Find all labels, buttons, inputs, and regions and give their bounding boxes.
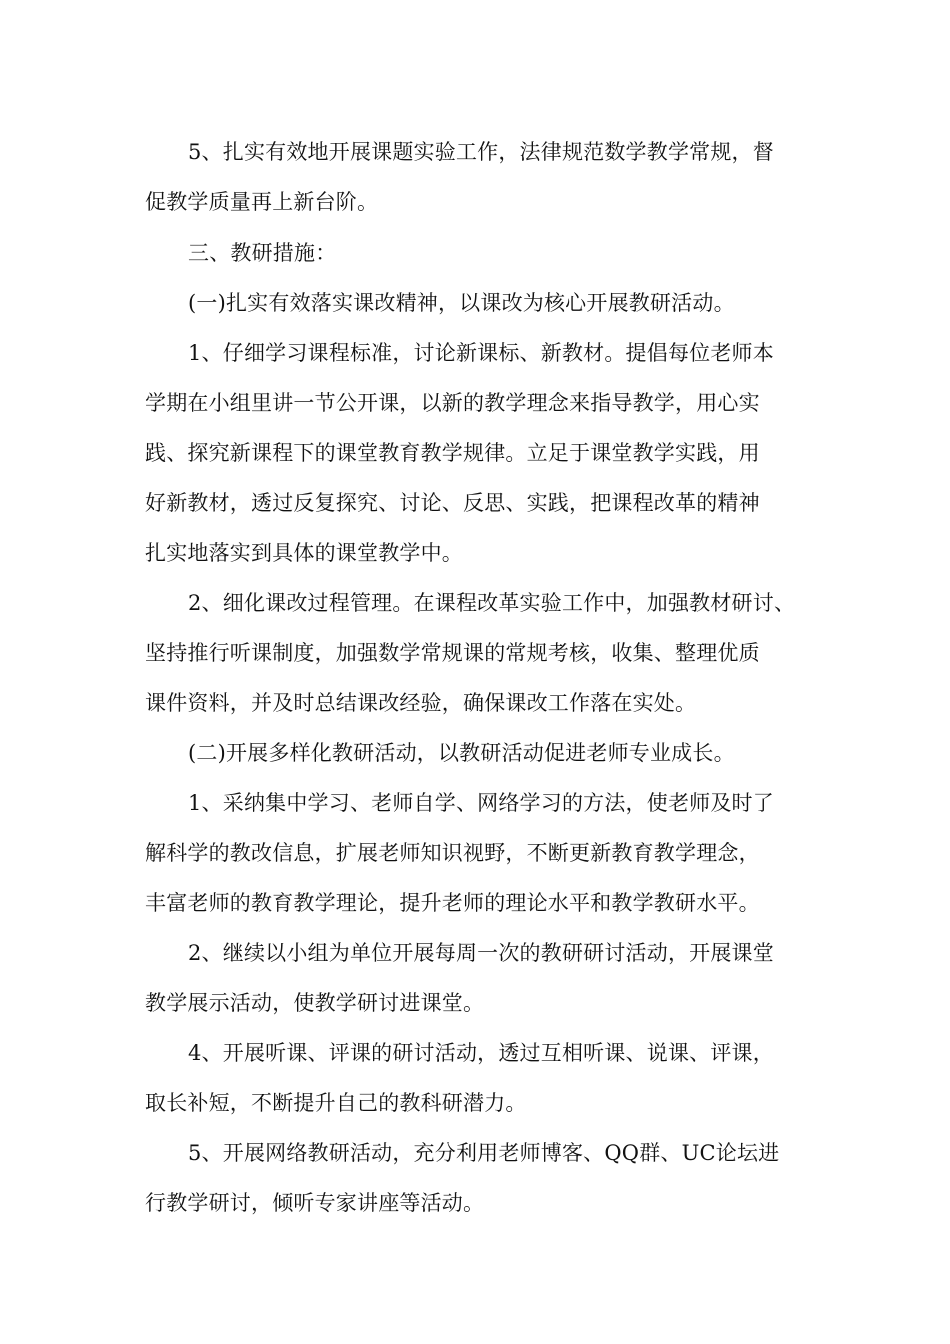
subsection-heading: (一)扎实有效落实课改精神，以课改为核心开展教研活动。 (188, 291, 735, 315)
text-line: 扎实地落实到具体的课堂教学中。 (145, 541, 463, 565)
text-line: 学期在小组里讲一节公开课，以新的教学理念来指导教学，用心实 (145, 391, 760, 415)
text-line: 1、仔细学习课程标准，讨论新课标、新教材。提倡每位老师本 (188, 341, 774, 365)
text-line: 好新教材，透过反复探究、讨论、反思、实践，把课程改革的精神 (145, 491, 760, 515)
text-line: 行教学研讨，倾听专家讲座等活动。 (145, 1191, 485, 1215)
text-line: 坚持推行听课制度，加强数学常规课的常规考核，收集、整理优质 (145, 641, 760, 665)
text-line: 5、开展网络教研活动，充分利用老师博客、QQ群、UC论坛进 (188, 1141, 780, 1165)
text-line: 2、继续以小组为单位开展每周一次的教研研讨活动，开展课堂 (188, 941, 774, 965)
text-line: 践、探究新课程下的课堂教育教学规律。立足于课堂教学实践，用 (145, 441, 760, 465)
text-line: 1、采纳集中学习、老师自学、网络学习的方法，使老师及时了 (188, 791, 774, 815)
text-line: 教学展示活动，使教学研讨进课堂。 (145, 991, 485, 1015)
text-line: 4、开展听课、评课的研讨活动，透过互相听课、说课、评课， (188, 1041, 774, 1065)
text-line: 课件资料，并及时总结课改经验，确保课改工作落在实处。 (145, 691, 697, 715)
text-line: 取长补短，不断提升自己的教科研潜力。 (145, 1091, 527, 1115)
section-heading: 三、教研措施： (188, 241, 337, 265)
text-line: 解科学的教改信息，扩展老师知识视野，不断更新教育教学理念， (145, 841, 760, 865)
text-line: 2、细化课改过程管理。在课程改革实验工作中，加强教材研讨、 (188, 591, 796, 615)
text-line: 丰富老师的教育教学理论，提升老师的理论水平和教学教研水平。 (145, 891, 760, 915)
subsection-heading: (二)开展多样化教研活动，以教研活动促进老师专业成长。 (188, 741, 735, 765)
text-line: 促教学质量再上新台阶。 (145, 190, 379, 214)
text-line: 5、扎实有效地开展课题实验工作，法律规范数学教学常规，督 (188, 140, 774, 164)
